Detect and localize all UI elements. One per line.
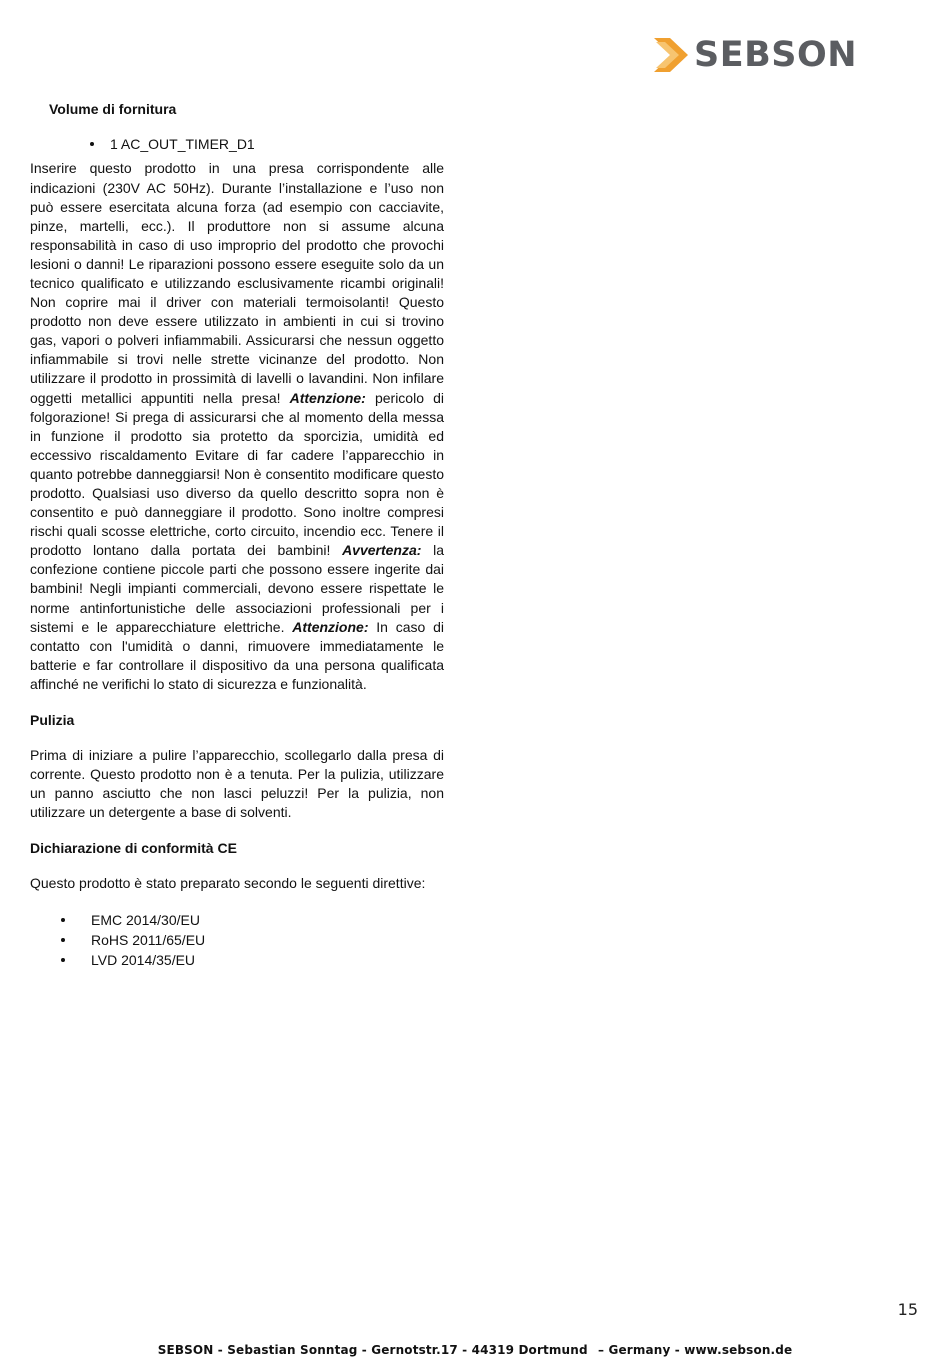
warning-label: Attenzione: — [289, 389, 366, 406]
footer-address: SEBSON - Sebastian Sonntag - Gernotstr.17 - 44319 Dortmund — [157, 1343, 588, 1357]
document-body — [30, 100, 444, 971]
brand-name: SEBSON — [694, 34, 858, 75]
list-item: LVD 2014/35/EU — [30, 950, 444, 970]
list-item: RoHS 2011/65/EU — [30, 930, 444, 950]
warning-label: Avvertenza: — [342, 542, 422, 559]
brand-logo — [650, 34, 865, 76]
delivery-list — [30, 134, 444, 154]
delivery-heading: Volume di fornitura — [49, 101, 177, 117]
list-item: EMC 2014/30/EU — [30, 910, 444, 930]
cleaning-heading: Pulizia — [30, 712, 75, 729]
directives-list — [30, 910, 444, 971]
conformity-heading: Dichiarazione di conformità CE — [30, 840, 237, 857]
cleaning-paragraph: Prima di iniziare a pulire l’apparecchio, scollegarlo dalla presa di corrente. Questo prodotto non è a tenuta. Per la pulizia, utilizzare un panno asciutto che non lasci peluzzi! Per la pulizia, non utilizzare un detergente a base di solventi. — [30, 747, 444, 821]
list-item: 1 AC_OUT_TIMER_D1 — [30, 134, 444, 154]
conformity-intro: Questo prodotto è stato preparato secondo le seguenti direttive: — [30, 875, 426, 892]
footer-site: – Germany - www.sebson.de — [598, 1343, 793, 1357]
page-footer — [0, 1343, 950, 1357]
page-number: 15 — [897, 1300, 918, 1319]
arrow-logo-icon — [650, 36, 690, 74]
safety-paragraph: Inserire questo prodotto in una presa corrispondente alle indicazioni (230V AC 50Hz). Durante l’installazione e l’uso non può essere esercitata alcuna forza (ad esempio con cacciavite, pinze, martelli, ecc.). Il produttore non si assume alcuna responsabilità in caso di uso improprio del prodotto che provochi lesioni o danni! Le riparazioni possono essere eseguite solo da un tecnico qualificato e utilizzando esclusivamente ricambi originali! Non coprire mai il driver con materiali termoisolanti! Questo prodotto non deve essere utilizzato in ambienti in cui si trovino gas, vapori o polveri infiammabili. Assicurarsi che nessun oggetto infiammabile si trovi nelle strette vicinanze del prodotto. Non utilizzare il prodotto in prossimità di lavelli o lavandini. Non infilare oggetti metallici appuntiti nella presa! Attenzione: pericolo di folgorazione! Si prega di assicurarsi che al momento della messa in funzione il prodotto sia protetto da sporcizia, umidità ed eccessivo riscaldamento Evitare di far cadere l’apparecchio in quanto potrebbe danneggiarsi! Non è consentito modificare questo prodotto. Qualsiasi uso diverso da quello descritto sopra non è consentito e può danneggiare il prodotto. Sono inoltre compresi rischi quali scosse elettriche, corto circuito, incendio ecc. Tenere il prodotto lontano dalla portata dei bambini! Avvertenza: la confezione contiene piccole parti che possono essere ingerite dai bambini! Negli impianti commerciali, devono essere rispettate le norme antinfortunistiche delle associazioni professionali per i sistemi e le apparecchiature elettriche. Attenzione: In caso di contatto con l'umidità o danni, rimuovere immediatamente le batterie e far controllare il dispositivo da una persona qualificata affinché ne verifichi lo stato di sicurezza e funzionalità. — [30, 160, 445, 692]
warning-label: Attenzione: — [292, 618, 369, 635]
